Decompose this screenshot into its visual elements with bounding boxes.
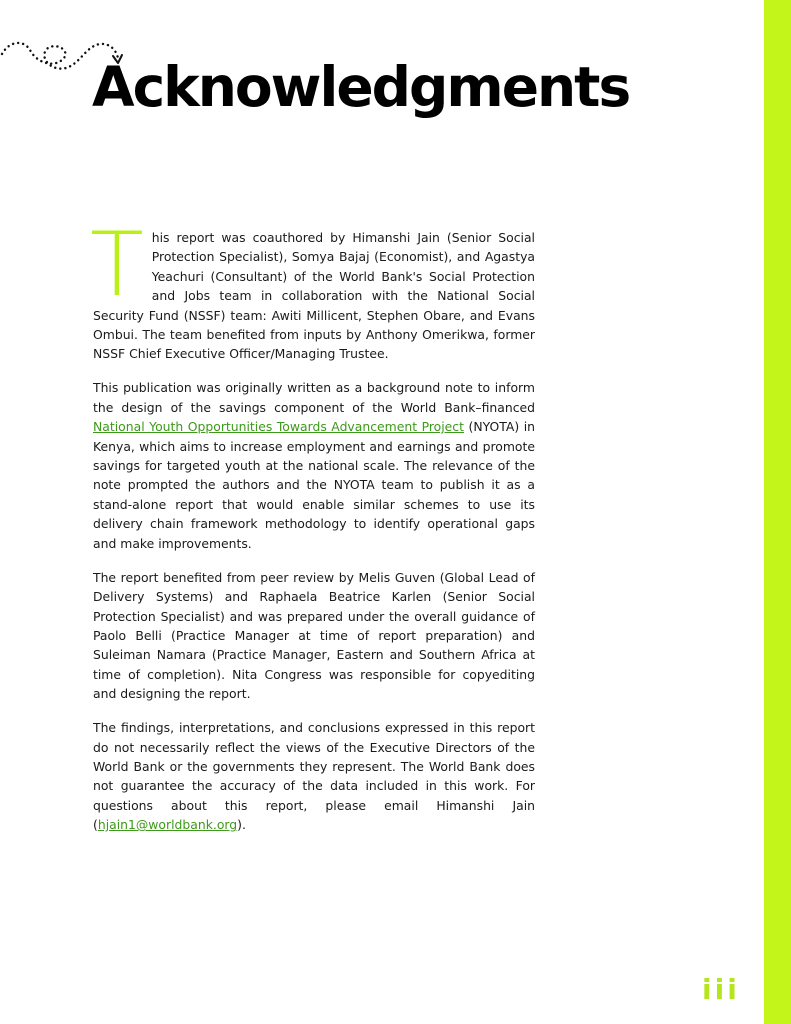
accent-side-bar bbox=[764, 0, 791, 1024]
paragraph-2 bbox=[93, 378, 535, 553]
page-title: Acknowledgments bbox=[92, 55, 630, 119]
paragraph-1-text: his report was coauthored by Himanshi Jain (Senior Social Protection Specialist), Somya Bajaj (Economist), and Agastya Yeachuri (Consultant) of the World Bank's Social Protection and Jobs team in collaboration with the National Social Security Fund (NSSF) team: Awiti Millicent, Stephen Obare, and Evans Ombui. The team benefited from inputs by Anthony Omerikwa, former NSSF Chief Executive Officer/Managing Trustee. bbox=[93, 230, 535, 362]
drop-cap: T bbox=[90, 213, 144, 316]
paragraph-2-text-before: This publication was originally written as a background note to inform the design of the savings component of the World Bank–financed bbox=[93, 380, 535, 415]
paragraph-4 bbox=[93, 718, 535, 834]
email-link[interactable]: hjain1@worldbank.org bbox=[97, 817, 238, 833]
nyota-project-link[interactable]: National Youth Opportunities Towards Advancement Project bbox=[93, 419, 464, 435]
paragraph-3: The report benefited from peer review by Melis Guven (Global Lead of Delivery Systems) and Raphaela Beatrice Karlen (Senior Social Protection Specialist) and was prepared under the overall guidance of Paolo Belli (Practice Manager at time of report preparation) and Suleiman Namara (Practice Manager, Eastern and Southern Africa at time of completion). Nita Congress was responsible for copyediting and designing the report. bbox=[93, 569, 535, 702]
paragraph-4-text-before: The findings, interpretations, and conclusions expressed in this report do not necessarily reflect the views of the Executive Directors of the World Bank or the governments they represent. The World Bank does not guarantee the accuracy of the data included in this work. For questions about this report, please email Himanshi Jain ( bbox=[93, 720, 535, 833]
paragraph-4-text-after: ). bbox=[237, 817, 246, 833]
paragraph-1 bbox=[90, 213, 535, 364]
page-number: iii bbox=[702, 973, 740, 1006]
acknowledgments-body bbox=[90, 213, 535, 849]
paragraph-2-text-after: (NYOTA) in Kenya, which aims to increase employment and earnings and promote savings for targeted youth at the national scale. The relevance of the note prompted the authors and the NYOTA team to publish it as a stand-alone report that would enable similar schemes to use its delivery chain framework methodology to identify operational gaps and make improvements. bbox=[93, 419, 535, 551]
